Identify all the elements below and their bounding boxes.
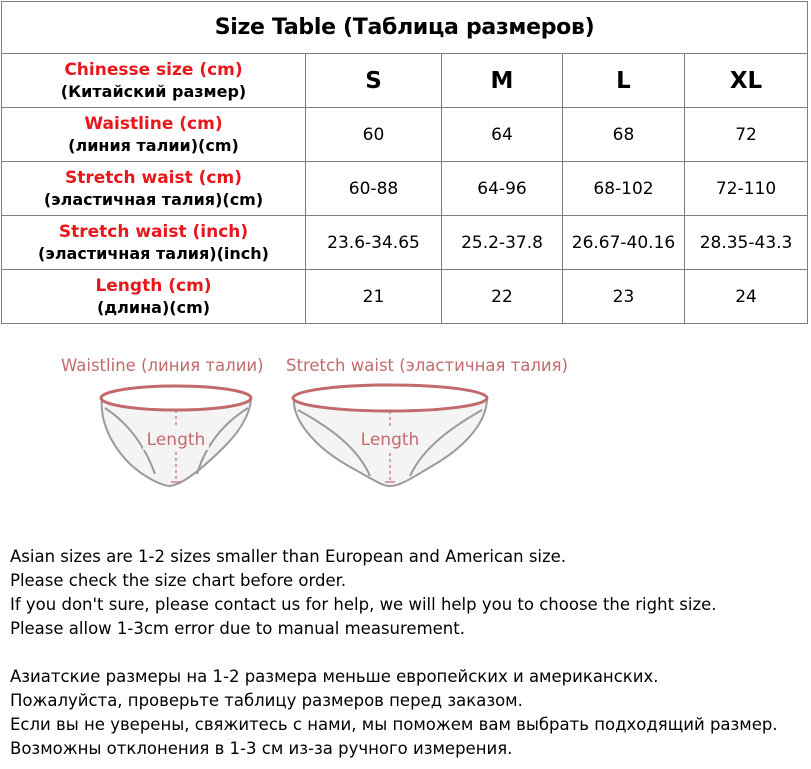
note-line: If you don't sure, please contact us for help, we will help you to choose the right size. xyxy=(10,595,717,614)
row-label-en: Waistline (cm) xyxy=(84,113,223,134)
stretch-length-label: Length xyxy=(360,430,420,450)
table-cell: 21 xyxy=(306,270,442,324)
size-xl: XL xyxy=(685,54,808,108)
waistline-length-label: Length xyxy=(146,430,206,450)
table-cell: 25.2-37.8 xyxy=(442,216,563,270)
table-cell: 64-96 xyxy=(442,162,563,216)
note-line: Если вы не уверены, свяжитесь с нами, мы поможем вам выбрать подходящий размер. xyxy=(10,715,778,734)
note-line: Пожалуйста, проверьте таблицу размеров перед заказом. xyxy=(10,691,523,710)
header-label-ru: (Китайский размер) xyxy=(60,81,247,101)
row-label xyxy=(2,216,306,270)
table-row-length xyxy=(2,270,808,324)
table-row-waistline xyxy=(2,108,808,162)
table-cell: 72-110 xyxy=(685,162,808,216)
row-label-en: Stretch waist (inch) xyxy=(58,221,249,242)
table-cell: 60-88 xyxy=(306,162,442,216)
header-label xyxy=(2,54,306,108)
stretch-waist-title: Stretch waist (эластичная талия) xyxy=(286,356,568,375)
waistline-title: Waistline (линия талии) xyxy=(61,356,264,375)
notes-russian xyxy=(10,665,778,761)
table-cell: 60 xyxy=(306,108,442,162)
table-cell: 72 xyxy=(685,108,808,162)
header-label-en: Chinesse size (cm) xyxy=(64,59,243,80)
briefs-stretch-icon xyxy=(282,346,572,496)
table-cell: 68 xyxy=(563,108,685,162)
table-header-row xyxy=(2,54,808,108)
table-row-stretch-inch xyxy=(2,216,808,270)
table-cell: 64 xyxy=(442,108,563,162)
table-title: Size Table (Таблица размеров) xyxy=(2,2,808,54)
note-line: Please allow 1-3cm error due to manual measurement. xyxy=(10,619,465,638)
table-cell: 24 xyxy=(685,270,808,324)
table-title-row xyxy=(2,2,808,54)
note-line: Возможны отклонения в 1-3 см из-за ручного измерения. xyxy=(10,739,513,758)
notes-english xyxy=(10,545,717,641)
table-cell: 26.67-40.16 xyxy=(563,216,685,270)
note-line: Азиатские размеры на 1-2 размера меньше европейских и американских. xyxy=(10,667,659,686)
note-line: Asian sizes are 1-2 sizes smaller than European and American size. xyxy=(10,547,567,566)
briefs-waistline-icon xyxy=(55,346,275,496)
row-label-ru: (эластичная талия)(cm) xyxy=(43,189,264,209)
stretch-waist-diagram xyxy=(282,346,572,496)
row-label-en: Stretch waist (cm) xyxy=(64,167,242,188)
size-l: L xyxy=(563,54,685,108)
row-label-ru: (длина)(cm) xyxy=(96,297,211,317)
row-label-ru: (линия талии)(cm) xyxy=(68,135,239,155)
row-label xyxy=(2,270,306,324)
waistline-diagram xyxy=(55,346,275,496)
table-cell: 68-102 xyxy=(563,162,685,216)
row-label-en: Length (cm) xyxy=(95,275,212,296)
row-label-ru: (эластичная талия)(inch) xyxy=(38,243,269,263)
note-line: Please check the size chart before order. xyxy=(10,571,347,590)
size-table xyxy=(1,1,808,324)
row-label xyxy=(2,162,306,216)
table-cell: 22 xyxy=(442,270,563,324)
row-label xyxy=(2,108,306,162)
size-m: M xyxy=(442,54,563,108)
size-s: S xyxy=(306,54,442,108)
table-cell: 28.35-43.3 xyxy=(685,216,808,270)
table-cell: 23 xyxy=(563,270,685,324)
table-cell: 23.6-34.65 xyxy=(306,216,442,270)
table-row-stretch-cm xyxy=(2,162,808,216)
